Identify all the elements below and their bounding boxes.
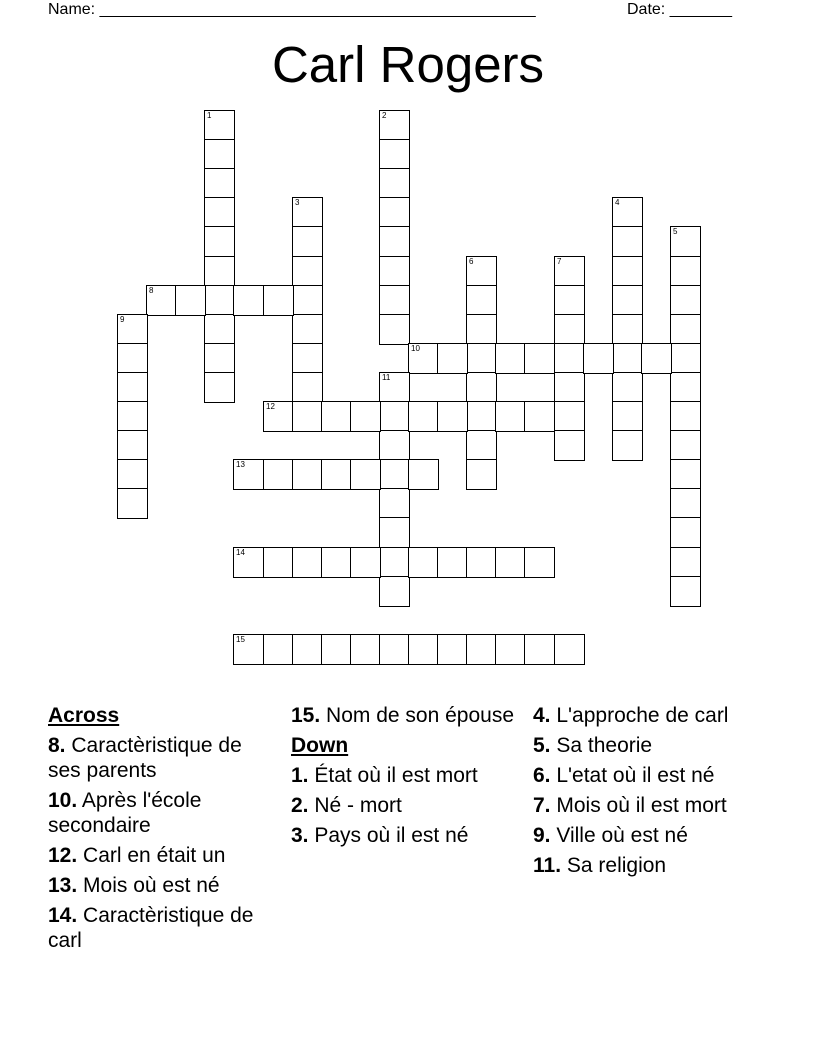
clue-number: 6. bbox=[533, 764, 551, 787]
crossword-cell bbox=[204, 343, 235, 374]
clue-text: Nom de son épouse bbox=[320, 704, 514, 727]
crossword-cell bbox=[670, 372, 701, 403]
crossword-cell bbox=[670, 256, 701, 287]
cell-number: 11 bbox=[382, 373, 391, 382]
clue-number: 14. bbox=[48, 904, 78, 927]
crossword-cell bbox=[117, 459, 148, 490]
clue-text: Carl en était un bbox=[77, 844, 226, 867]
crossword-cell bbox=[612, 226, 643, 257]
crossword-cell bbox=[204, 285, 235, 316]
clue-number: 1. bbox=[291, 764, 309, 787]
crossword-cell bbox=[117, 343, 148, 374]
crossword-cell bbox=[379, 314, 410, 345]
cell-number: 4 bbox=[615, 198, 620, 207]
crossword-cell bbox=[263, 547, 294, 578]
crossword-cell bbox=[263, 459, 294, 490]
crossword-cell bbox=[554, 401, 585, 432]
crossword-cell bbox=[437, 634, 468, 665]
crossword-cell bbox=[554, 343, 585, 374]
clue-number: 15. bbox=[291, 704, 321, 727]
crossword-cell bbox=[437, 343, 468, 374]
crossword-cell bbox=[204, 256, 235, 287]
clues-column-3 bbox=[533, 703, 763, 878]
crossword-cell bbox=[175, 285, 206, 316]
crossword-cell bbox=[495, 634, 526, 665]
cell-number: 7 bbox=[557, 257, 562, 266]
clue-across-14 bbox=[48, 903, 278, 953]
crossword-cell bbox=[554, 430, 585, 461]
crossword-cell bbox=[670, 401, 701, 432]
crossword-cell bbox=[379, 168, 410, 199]
cell-number: 12 bbox=[266, 402, 275, 411]
crossword-cell bbox=[524, 343, 555, 374]
crossword-cell bbox=[408, 401, 439, 432]
clues-column-2 bbox=[291, 703, 521, 848]
crossword-cell bbox=[670, 430, 701, 461]
crossword-cell bbox=[524, 401, 555, 432]
crossword-cell bbox=[612, 256, 643, 287]
cell-number: 6 bbox=[469, 257, 474, 266]
crossword-cell bbox=[466, 285, 497, 316]
crossword-cell bbox=[466, 343, 497, 374]
cell-number: 8 bbox=[149, 286, 154, 295]
crossword-cell bbox=[263, 401, 294, 432]
crossword-cell bbox=[408, 634, 439, 665]
crossword-cell bbox=[292, 256, 323, 287]
cell-number: 10 bbox=[411, 344, 420, 353]
crossword-cell bbox=[495, 401, 526, 432]
clue-text: Caractèristique de ses parents bbox=[48, 734, 242, 782]
crossword-cell bbox=[379, 110, 410, 141]
cell-number: 13 bbox=[236, 460, 245, 469]
crossword-cell bbox=[612, 197, 643, 228]
crossword-cell bbox=[379, 372, 410, 403]
clue-number: 13. bbox=[48, 874, 78, 897]
clue-text: Mois où est né bbox=[77, 874, 220, 897]
clue-down-2 bbox=[291, 793, 521, 818]
crossword-cell bbox=[670, 314, 701, 345]
crossword-cell bbox=[204, 372, 235, 403]
clue-down-1 bbox=[291, 763, 521, 788]
crossword-cell bbox=[350, 634, 381, 665]
crossword-cell bbox=[466, 372, 497, 403]
crossword-cell bbox=[379, 576, 410, 607]
crossword-cell bbox=[670, 459, 701, 490]
crossword-cell bbox=[379, 547, 410, 578]
cell-number: 5 bbox=[673, 227, 678, 236]
crossword-cell bbox=[612, 430, 643, 461]
crossword-cell bbox=[612, 401, 643, 432]
crossword-cell bbox=[670, 547, 701, 578]
crossword-cell bbox=[612, 343, 643, 374]
crossword-cell bbox=[379, 488, 410, 519]
crossword-cell bbox=[379, 517, 410, 548]
crossword-cell bbox=[670, 576, 701, 607]
crossword-cell bbox=[670, 285, 701, 316]
crossword-cell bbox=[379, 634, 410, 665]
clue-text: Ville où est né bbox=[550, 824, 688, 847]
crossword-cell bbox=[117, 488, 148, 519]
clue-down-3 bbox=[291, 823, 521, 848]
crossword-cell bbox=[292, 372, 323, 403]
crossword-cell bbox=[263, 634, 294, 665]
crossword-cell bbox=[321, 547, 352, 578]
crossword-cell bbox=[670, 488, 701, 519]
clue-number: 10. bbox=[48, 789, 78, 812]
crossword-cell bbox=[379, 226, 410, 257]
clue-number: 3. bbox=[291, 824, 309, 847]
crossword-cell bbox=[670, 343, 701, 374]
clue-text: L'etat où il est né bbox=[550, 764, 715, 787]
crossword-cell bbox=[117, 430, 148, 461]
crossword-cell bbox=[554, 285, 585, 316]
cell-number: 1 bbox=[207, 111, 212, 120]
clue-down-11 bbox=[533, 853, 763, 878]
clue-across-8 bbox=[48, 733, 278, 783]
crossword-cell bbox=[292, 314, 323, 345]
crossword-cell bbox=[233, 547, 264, 578]
crossword-cell bbox=[292, 401, 323, 432]
clue-down-6 bbox=[533, 763, 763, 788]
clue-number: 12. bbox=[48, 844, 78, 867]
clue-text: Pays où il est né bbox=[308, 824, 469, 847]
crossword-cell bbox=[495, 547, 526, 578]
cell-number: 15 bbox=[236, 635, 245, 644]
date-field-label: Date: _______ bbox=[627, 1, 732, 18]
crossword-cell bbox=[524, 634, 555, 665]
crossword-cell bbox=[292, 285, 323, 316]
clue-number: 8. bbox=[48, 734, 66, 757]
crossword-cell bbox=[612, 372, 643, 403]
crossword-cell bbox=[321, 459, 352, 490]
crossword-cell bbox=[292, 459, 323, 490]
crossword-cell bbox=[321, 634, 352, 665]
crossword-cell bbox=[379, 459, 410, 490]
crossword-cell bbox=[204, 314, 235, 345]
crossword-cell bbox=[292, 547, 323, 578]
crossword-cell bbox=[466, 459, 497, 490]
crossword-cell bbox=[612, 314, 643, 345]
crossword-cell bbox=[204, 110, 235, 141]
crossword-cell bbox=[117, 401, 148, 432]
crossword-cell bbox=[641, 343, 672, 374]
crossword-cell bbox=[466, 430, 497, 461]
clue-text: Sa theorie bbox=[550, 734, 653, 757]
crossword-cell bbox=[437, 547, 468, 578]
clue-text: Mois où il est mort bbox=[550, 794, 727, 817]
clue-across-15 bbox=[291, 703, 521, 728]
crossword-cell bbox=[670, 517, 701, 548]
crossword-cell bbox=[379, 256, 410, 287]
cell-number: 2 bbox=[382, 111, 387, 120]
crossword-cell bbox=[350, 547, 381, 578]
crossword-cell bbox=[292, 226, 323, 257]
clue-down-7 bbox=[533, 793, 763, 818]
crossword-cell bbox=[233, 459, 264, 490]
clue-number: 2. bbox=[291, 794, 309, 817]
crossword-cell bbox=[466, 256, 497, 287]
crossword-cell bbox=[379, 430, 410, 461]
clue-across-12 bbox=[48, 843, 278, 868]
clue-down-9 bbox=[533, 823, 763, 848]
clue-across-13 bbox=[48, 873, 278, 898]
clue-number: 4. bbox=[533, 704, 551, 727]
crossword-cell bbox=[466, 547, 497, 578]
across-heading: Across bbox=[48, 704, 120, 727]
crossword-cell bbox=[437, 401, 468, 432]
crossword-cell bbox=[583, 343, 614, 374]
crossword-cell bbox=[204, 168, 235, 199]
crossword-cell bbox=[233, 634, 264, 665]
crossword-cell bbox=[554, 314, 585, 345]
clue-down-4 bbox=[533, 703, 763, 728]
crossword-cell bbox=[408, 459, 439, 490]
crossword-cell bbox=[466, 314, 497, 345]
clue-text: Caractèristique de carl bbox=[48, 904, 254, 952]
clue-number: 11. bbox=[533, 854, 562, 877]
crossword-cell bbox=[204, 226, 235, 257]
crossword-cell bbox=[117, 372, 148, 403]
crossword-cell bbox=[554, 372, 585, 403]
crossword-cell bbox=[350, 401, 381, 432]
clue-across-10 bbox=[48, 788, 278, 838]
clue-text: État où il est mort bbox=[308, 764, 478, 787]
clue-down-5 bbox=[533, 733, 763, 758]
name-field-label: Name: _________________________________________________ bbox=[48, 1, 536, 18]
crossword-cell bbox=[117, 314, 148, 345]
crossword-cell bbox=[321, 401, 352, 432]
crossword-cell bbox=[292, 634, 323, 665]
crossword-cell bbox=[554, 256, 585, 287]
cell-number: 14 bbox=[236, 548, 245, 557]
clue-number: 7. bbox=[533, 794, 551, 817]
clue-text: Né - mort bbox=[308, 794, 402, 817]
clue-number: 5. bbox=[533, 734, 551, 757]
clue-text: Après l'école secondaire bbox=[48, 789, 202, 837]
crossword-cell bbox=[466, 634, 497, 665]
clue-number: 9. bbox=[533, 824, 551, 847]
crossword-cell bbox=[524, 547, 555, 578]
cell-number: 9 bbox=[120, 315, 125, 324]
crossword-cell bbox=[204, 197, 235, 228]
down-heading: Down bbox=[291, 734, 349, 757]
page-title: Carl Rogers bbox=[271, 36, 545, 93]
crossword-cell bbox=[554, 634, 585, 665]
clue-text: L'approche de carl bbox=[550, 704, 729, 727]
crossword-cell bbox=[379, 401, 410, 432]
crossword-cell bbox=[466, 401, 497, 432]
clues-column-1 bbox=[48, 703, 278, 953]
crossword-cell bbox=[408, 343, 439, 374]
crossword-cell bbox=[263, 285, 294, 316]
crossword-cell bbox=[233, 285, 264, 316]
crossword-cell bbox=[350, 459, 381, 490]
crossword-cell bbox=[379, 197, 410, 228]
crossword-cell bbox=[379, 139, 410, 170]
crossword-cell bbox=[670, 226, 701, 257]
clue-text: Sa religion bbox=[561, 854, 667, 877]
crossword-cell bbox=[379, 285, 410, 316]
crossword-cell bbox=[146, 285, 177, 316]
crossword-cell bbox=[204, 139, 235, 170]
crossword-cell bbox=[408, 547, 439, 578]
crossword-cell bbox=[612, 285, 643, 316]
cell-number: 3 bbox=[295, 198, 300, 207]
crossword-cell bbox=[495, 343, 526, 374]
crossword-cell bbox=[292, 343, 323, 374]
crossword-cell bbox=[292, 197, 323, 228]
